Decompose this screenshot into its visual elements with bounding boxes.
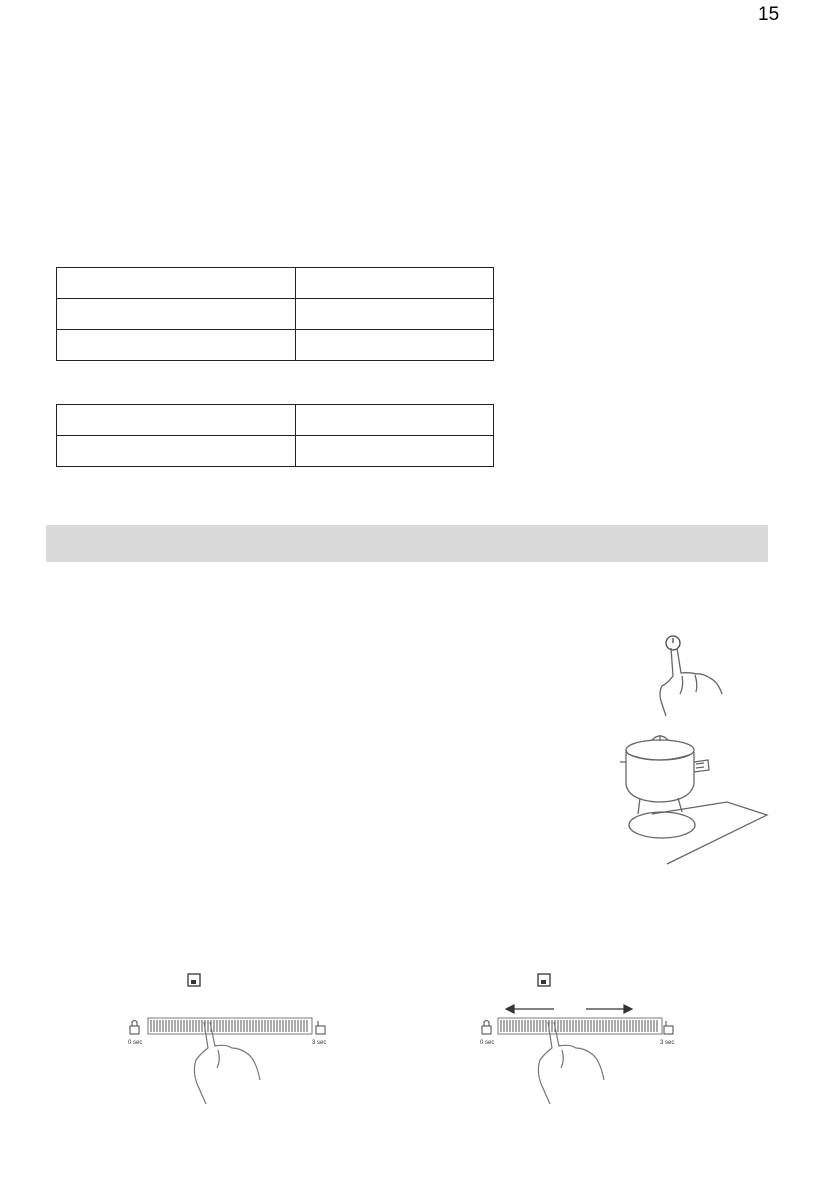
table-row xyxy=(57,405,494,436)
lock-icon xyxy=(130,1021,139,1035)
table-row xyxy=(57,436,494,467)
slider-end-label: 3 sec xyxy=(660,1040,675,1046)
slider-end-label: 3 sec xyxy=(312,1040,327,1046)
table-row xyxy=(57,268,494,299)
lock-icon xyxy=(482,1021,491,1035)
spec-table-1 xyxy=(56,267,494,361)
power-touch-illustration xyxy=(640,628,740,720)
table-cell xyxy=(57,299,296,330)
pot-on-hob-icon xyxy=(620,735,767,864)
timer-slider-touch-illustration xyxy=(120,968,345,1108)
table-cell xyxy=(296,299,494,330)
table-cell xyxy=(296,268,494,299)
unlock-icon xyxy=(664,1021,673,1034)
section-header-bar xyxy=(46,525,768,562)
slider-bar xyxy=(498,1018,662,1034)
table-cell xyxy=(296,405,494,436)
pot-on-hob-illustration xyxy=(612,732,772,868)
slider-start-label: 0 sec xyxy=(480,1040,495,1046)
slider-bar xyxy=(148,1018,312,1034)
table-cell xyxy=(57,330,296,361)
table-cell xyxy=(57,268,296,299)
unlock-icon xyxy=(316,1021,325,1034)
table-cell xyxy=(296,330,494,361)
table-cell xyxy=(57,436,296,467)
table-row xyxy=(57,330,494,361)
page-number: 15 xyxy=(758,4,780,25)
timer-slider-swipe-illustration xyxy=(478,968,703,1108)
hand-icon xyxy=(660,648,722,716)
left-arrow-icon xyxy=(506,1005,554,1013)
power-icon xyxy=(666,636,680,650)
table-cell xyxy=(296,436,494,467)
table-row xyxy=(57,299,494,330)
right-arrow-icon xyxy=(586,1005,632,1013)
spec-table-2 xyxy=(56,404,494,467)
table-cell xyxy=(57,405,296,436)
slider-start-label: 0 sec xyxy=(128,1040,143,1046)
